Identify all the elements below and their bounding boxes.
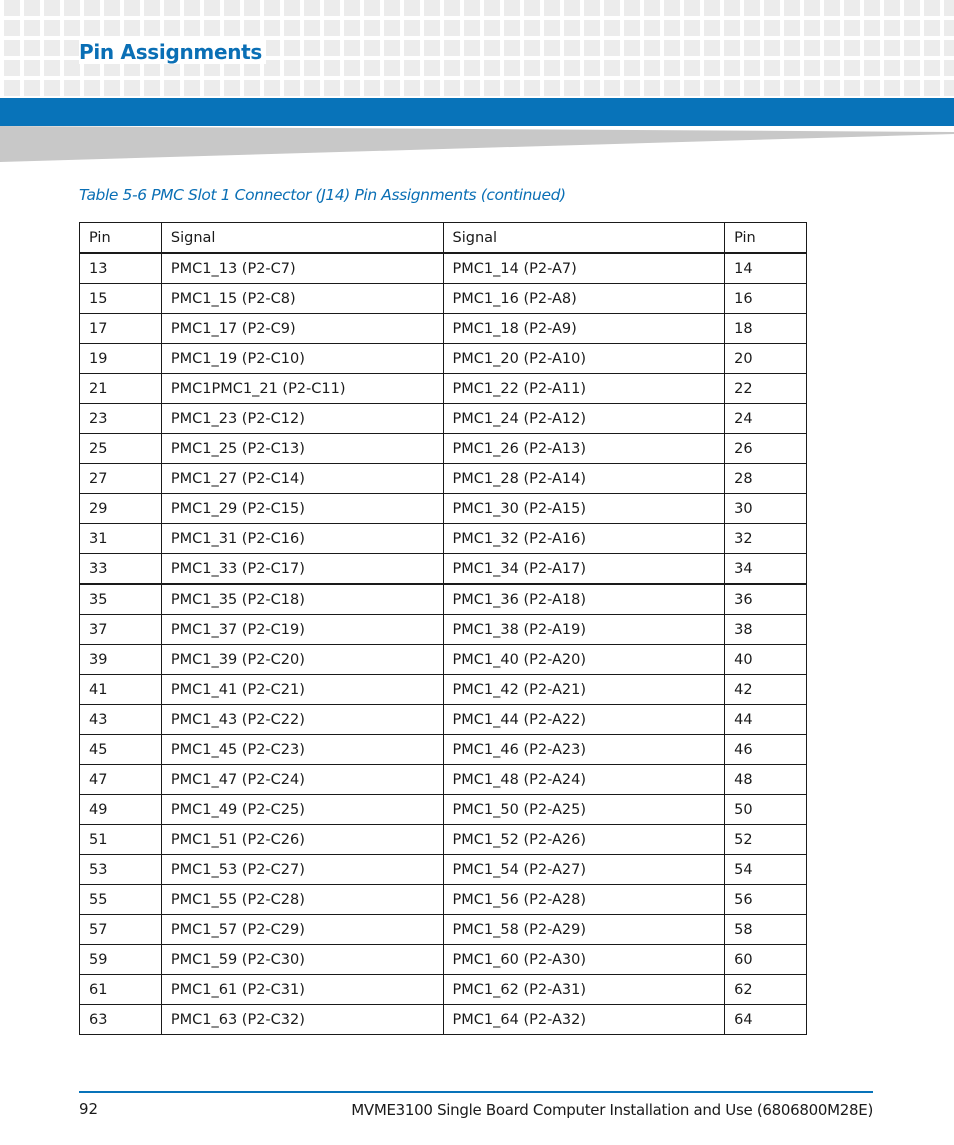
signal-right-cell: PMC1_44 (P2-A22) [443,705,725,735]
header-blue-bar [0,98,954,126]
signal-left-cell: PMC1PMC1_21 (P2-C11) [161,374,443,404]
signal-right-cell: PMC1_32 (P2-A16) [443,524,725,554]
pin-right-cell: 40 [725,645,807,675]
pin-left-cell: 31 [80,524,162,554]
pin-right-cell: 54 [725,855,807,885]
pin-left-cell: 17 [80,314,162,344]
signal-left-cell: PMC1_35 (P2-C18) [161,584,443,615]
pin-right-cell: 22 [725,374,807,404]
table-row [80,584,807,615]
pin-left-cell: 43 [80,705,162,735]
pin-right-cell: 64 [725,1005,807,1035]
pin-left-cell: 51 [80,825,162,855]
pin-left-cell: 19 [80,344,162,374]
pin-left-cell: 39 [80,645,162,675]
table-row [80,735,807,765]
document-title: MVME3100 Single Board Computer Installation and Use (6806800M28E) [351,1101,873,1119]
signal-left-cell: PMC1_55 (P2-C28) [161,885,443,915]
table-row [80,975,807,1005]
signal-right-cell: PMC1_56 (P2-A28) [443,885,725,915]
signal-left-cell: PMC1_15 (P2-C8) [161,284,443,314]
pin-right-cell: 44 [725,705,807,735]
signal-right-cell: PMC1_42 (P2-A21) [443,675,725,705]
signal-left-cell: PMC1_23 (P2-C12) [161,404,443,434]
table-row [80,705,807,735]
column-header-signal-right: Signal [443,223,725,254]
table-row [80,945,807,975]
table-row [80,464,807,494]
signal-right-cell: PMC1_24 (P2-A12) [443,404,725,434]
signal-left-cell: PMC1_31 (P2-C16) [161,524,443,554]
signal-left-cell: PMC1_61 (P2-C31) [161,975,443,1005]
pin-right-cell: 62 [725,975,807,1005]
signal-left-cell: PMC1_25 (P2-C13) [161,434,443,464]
signal-right-cell: PMC1_62 (P2-A31) [443,975,725,1005]
signal-right-cell: PMC1_34 (P2-A17) [443,554,725,585]
pin-left-cell: 21 [80,374,162,404]
table-row [80,344,807,374]
pin-left-cell: 49 [80,795,162,825]
pin-left-cell: 27 [80,464,162,494]
pin-right-cell: 60 [725,945,807,975]
signal-right-cell: PMC1_46 (P2-A23) [443,735,725,765]
table-row [80,524,807,554]
table-row [80,915,807,945]
signal-right-cell: PMC1_30 (P2-A15) [443,494,725,524]
page-number: 92 [79,1100,99,1118]
pin-right-cell: 18 [725,314,807,344]
signal-right-cell: PMC1_48 (P2-A24) [443,765,725,795]
signal-left-cell: PMC1_47 (P2-C24) [161,765,443,795]
pin-right-cell: 24 [725,404,807,434]
table-row [80,284,807,314]
table-row [80,615,807,645]
signal-right-cell: PMC1_14 (P2-A7) [443,253,725,284]
signal-left-cell: PMC1_45 (P2-C23) [161,735,443,765]
pin-assignment-table [79,222,807,1035]
signal-right-cell: PMC1_52 (P2-A26) [443,825,725,855]
table-row [80,855,807,885]
pin-right-cell: 42 [725,675,807,705]
signal-right-cell: PMC1_58 (P2-A29) [443,915,725,945]
signal-right-cell: PMC1_64 (P2-A32) [443,1005,725,1035]
table-body [80,253,807,1035]
signal-right-cell: PMC1_22 (P2-A11) [443,374,725,404]
column-header-pin-left: Pin [80,223,162,254]
table-row [80,434,807,464]
signal-right-cell: PMC1_18 (P2-A9) [443,314,725,344]
pin-right-cell: 34 [725,554,807,585]
pin-right-cell: 14 [725,253,807,284]
signal-left-cell: PMC1_13 (P2-C7) [161,253,443,284]
table-row [80,1005,807,1035]
signal-right-cell: PMC1_16 (P2-A8) [443,284,725,314]
header-grey-swoosh [0,126,954,162]
pin-left-cell: 63 [80,1005,162,1035]
page-title: Pin Assignments [79,40,266,64]
pin-right-cell: 38 [725,615,807,645]
pin-right-cell: 26 [725,434,807,464]
table-row [80,253,807,284]
pin-right-cell: 36 [725,584,807,615]
table-row [80,645,807,675]
table-row [80,795,807,825]
table-row [80,825,807,855]
table-row [80,494,807,524]
signal-right-cell: PMC1_20 (P2-A10) [443,344,725,374]
table-row [80,404,807,434]
table-row [80,374,807,404]
table-header-row [80,223,807,254]
signal-right-cell: PMC1_54 (P2-A27) [443,855,725,885]
pin-right-cell: 20 [725,344,807,374]
pin-right-cell: 56 [725,885,807,915]
pin-left-cell: 29 [80,494,162,524]
signal-right-cell: PMC1_40 (P2-A20) [443,645,725,675]
column-header-signal-left: Signal [161,223,443,254]
pin-left-cell: 41 [80,675,162,705]
signal-right-cell: PMC1_50 (P2-A25) [443,795,725,825]
signal-left-cell: PMC1_17 (P2-C9) [161,314,443,344]
pin-right-cell: 46 [725,735,807,765]
pin-left-cell: 37 [80,615,162,645]
signal-left-cell: PMC1_29 (P2-C15) [161,494,443,524]
pin-left-cell: 45 [80,735,162,765]
pin-left-cell: 55 [80,885,162,915]
pin-right-cell: 50 [725,795,807,825]
pin-left-cell: 47 [80,765,162,795]
pin-left-cell: 57 [80,915,162,945]
signal-left-cell: PMC1_39 (P2-C20) [161,645,443,675]
table-row [80,885,807,915]
pin-left-cell: 35 [80,584,162,615]
pin-right-cell: 48 [725,765,807,795]
signal-right-cell: PMC1_36 (P2-A18) [443,584,725,615]
footer-rule [79,1091,873,1093]
table-row [80,554,807,585]
pin-left-cell: 13 [80,253,162,284]
pin-left-cell: 61 [80,975,162,1005]
pin-right-cell: 32 [725,524,807,554]
signal-left-cell: PMC1_53 (P2-C27) [161,855,443,885]
signal-left-cell: PMC1_49 (P2-C25) [161,795,443,825]
signal-left-cell: PMC1_33 (P2-C17) [161,554,443,585]
signal-left-cell: PMC1_59 (P2-C30) [161,945,443,975]
table-row [80,765,807,795]
signal-right-cell: PMC1_60 (P2-A30) [443,945,725,975]
signal-right-cell: PMC1_26 (P2-A13) [443,434,725,464]
signal-left-cell: PMC1_37 (P2-C19) [161,615,443,645]
table-caption: Table 5-6 PMC Slot 1 Connector (J14) Pin Assignments (continued) [79,186,566,204]
table-row [80,314,807,344]
pin-right-cell: 28 [725,464,807,494]
pin-left-cell: 59 [80,945,162,975]
signal-left-cell: PMC1_57 (P2-C29) [161,915,443,945]
signal-right-cell: PMC1_28 (P2-A14) [443,464,725,494]
pin-left-cell: 23 [80,404,162,434]
pin-right-cell: 58 [725,915,807,945]
pin-left-cell: 53 [80,855,162,885]
pin-right-cell: 30 [725,494,807,524]
signal-left-cell: PMC1_19 (P2-C10) [161,344,443,374]
signal-left-cell: PMC1_51 (P2-C26) [161,825,443,855]
signal-left-cell: PMC1_27 (P2-C14) [161,464,443,494]
signal-right-cell: PMC1_38 (P2-A19) [443,615,725,645]
table-row [80,675,807,705]
pin-left-cell: 15 [80,284,162,314]
pin-right-cell: 16 [725,284,807,314]
signal-left-cell: PMC1_41 (P2-C21) [161,675,443,705]
column-header-pin-right: Pin [725,223,807,254]
pin-left-cell: 25 [80,434,162,464]
signal-left-cell: PMC1_43 (P2-C22) [161,705,443,735]
signal-left-cell: PMC1_63 (P2-C32) [161,1005,443,1035]
pin-left-cell: 33 [80,554,162,585]
pin-right-cell: 52 [725,825,807,855]
